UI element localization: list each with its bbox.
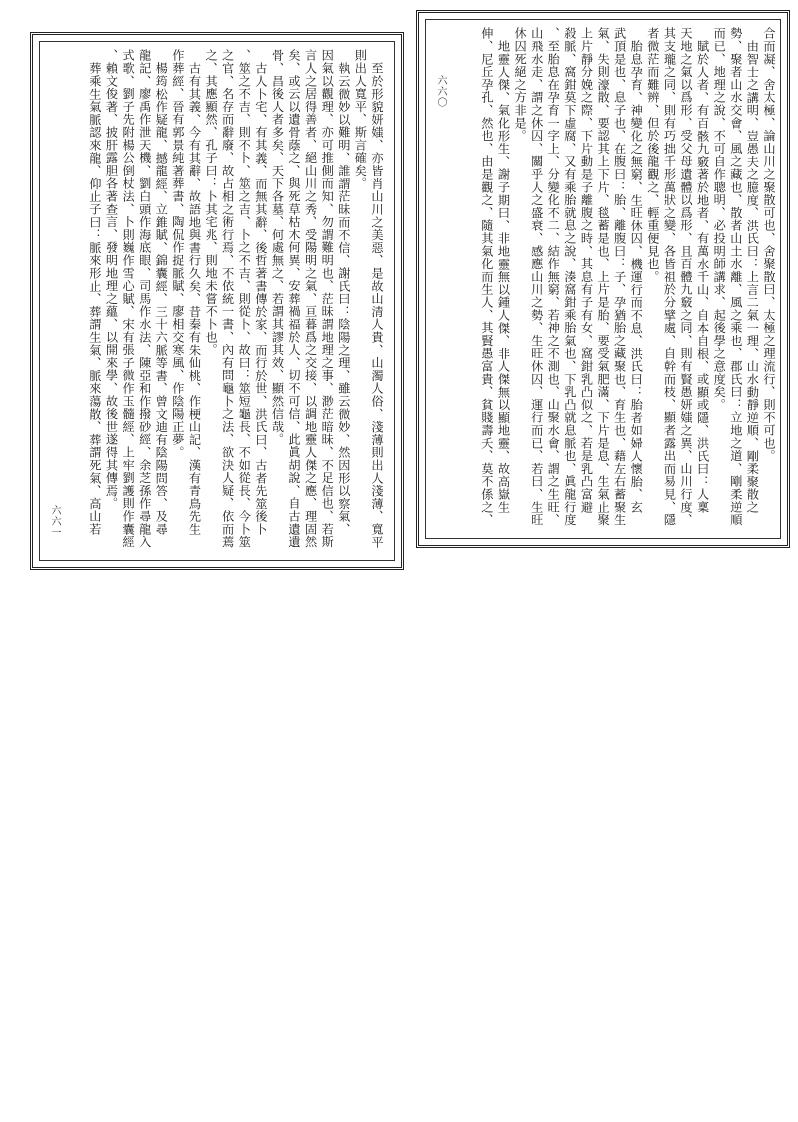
text-column: 天地之氣以爲形、受父母遺體以爲形、且百體九竅之同、則有賢愚妍媸之異、山川行度、 — [679, 27, 694, 527]
text-column: 葬乘生氣脈認來龍、仰止子曰：脈來形止、葬謂生氣、脈來蕩散、葬謂死氣、高山若 — [87, 61, 102, 536]
text-column: 言人之居得善者、絕山川之秀、受陽明之氣、亘暮爲之交接、以調地靈人傑之應、理固然 — [303, 49, 318, 549]
right-page-number: 六六〇 — [435, 75, 446, 108]
text-column: 矣、或云以遺骨蔭之、與死草枯木何異、安葬禍福於人、切不可信、此眞胡說、自古遺遺 — [287, 49, 302, 549]
text-column: 因氣以觀理、亦可推側而知、勿謂難明也、茫昧謂地理之事、渺茫暗昧、不足信也、若斯 — [320, 49, 335, 549]
text-column: 者微茫而難辨、但於後龍觀之、輕重便見也。 — [645, 27, 660, 283]
text-column: 骨、昌後人者多矣、天下各墓、何處無之、若謂其謬其效、顯然信哉。 — [270, 49, 285, 446]
text-column: 古有其義、今有其辭、故語地與書行久矣、昔秦有朱仙桃、作梗山記、漢有青鳥先生 — [187, 61, 202, 536]
text-column: 古人卜宅、有其義、而無其辭、後哲著書傳於家、而行於世、洪氏曰、古者先筮後卜 — [253, 61, 268, 536]
text-column: 則出人寬平、斯言確矣。 — [353, 49, 368, 190]
right-page-text — [457, 27, 777, 531]
text-column: 合而凝、舍太極、論山川之聚散可也、舍聚散曰、太極之理流行、則不可也。 — [762, 27, 776, 463]
text-column: 賦於人者、有百骸九竅著於地者、有萬水千山、自本自根、或顯或隱、洪氏曰：人稟 — [695, 39, 710, 514]
text-column: 其支瓏之同、則有巧拙千形萬狀之變、各皆祖於分擘處、自幹而枝、顯者露出而易見、隱 — [662, 27, 677, 527]
text-column: 執云微妙以難明、誰謂茫昧而不信、謝氏曰：陰陽之理、雖云微妙、然因形以察氣、 — [336, 61, 351, 536]
text-column: 地靈人傑、氣化形生、謝子期曰、非地靈無以鍾人傑、非人傑無以顯地靈、故高嶽生 — [496, 39, 511, 514]
text-column: 龍記、廖禹作泄天機、劉白頭作海底眼、司馬作水法、陳亞和作撥砂經、余芝孫作尋龍入 — [137, 49, 152, 549]
text-column: 而已、地理之說、不可自作聰明、必投明師講求、起後學之意度矣。 — [712, 27, 727, 411]
text-column: 伸、尼丘孕孔、然也、由是觀之、隨其氣化而生人、其賢愚富貴、貧賤壽夭、莫不係之、 — [479, 27, 494, 527]
text-column: 上片靜分娩之際、下片動是子離腹之時、其息有子有女、窩鉗乳凸似之、若是乳凸富避 — [579, 27, 594, 514]
text-column: 休囚死絕之方非是。 — [513, 27, 528, 143]
text-column: 氣、失則濠散、要認其上下片、毯蓄是也、上片是胎、要受氣肥滿、下片是息、生氣止聚 — [596, 27, 611, 527]
left-page-number: 六六一 — [49, 505, 60, 538]
left-page-text — [73, 49, 385, 553]
text-column: 之、其應顯然、孔子曰：卜其宅兆、則地未嘗不卜也。 — [204, 49, 219, 357]
text-column: 武頂是也、息子也、在腹曰：胎、離腹曰：子、孕猶胎之藏聚也、育生也、藉左右蓄聚生 — [612, 27, 627, 527]
text-column: 勢、聚者山水交會、風之藏也、散者山土水離、風之乘也、郡氏曰：立地之道、剛柔逆順 — [728, 27, 743, 527]
text-column: 、筮之不吉、則不卜、筮之吉、卜之不吉、則從卜、故曰：筮短龜長、不如從長、今卜筮 — [237, 49, 252, 549]
left-page — [30, 32, 404, 570]
right-page — [416, 10, 790, 548]
text-column: 胎息孕育、神變化之無窮、生旺休囚、機運行而不息、洪氏曰：胎者如婦人懷胎、玄 — [629, 39, 644, 514]
text-column: 作葬經、晉有郭景純著葬書、陶侃作捉脈賦、廖相交寒風、作陰陽正夢。 — [170, 49, 185, 459]
text-column: 、至胎息在孕育一字上、分變化不二、結作無窮、若神之不測也、山聚水會、謂之生旺、 — [546, 27, 561, 527]
text-column: 至於形貌妍媸、亦皆肖山川之美惡、是故山清人貴、山濁人俗、淺薄則出人淺薄、寬平 — [370, 61, 384, 548]
text-column: 、賴文俊著、披肝露胆各著查言、發明地理之蘊、以開來學、故後世遂得其傳焉。 — [104, 49, 119, 510]
text-column: 式歌、劉子先附楊公倒杖法、卜則巍作雪心賦、宋有張子微作玉髓經、上牢劉護則作囊經 — [121, 49, 136, 549]
text-column: 之官、名存而辭廢、故占相之術行焉、不依統一書、內有問龜卜之法、欲決人疑、依而蔫 — [220, 49, 235, 549]
text-column: 殺脈、窩鉗莫下虛腐、又有乘胎就息之說、湊窩鉗乘胎氣也、下乳凸就息脈也、眞龍行度 — [562, 27, 577, 527]
text-column: 楊筠松作疑龍、撼龍經、立錐賦、錦囊經、三十六脈等書、曾文迪有陰陽問答、及尋 — [154, 61, 169, 536]
text-column: 由智士之講明、豈愚夫之臆度、洪氏曰：上言二氣一理、山水動靜逆順、剛柔聚散之 — [745, 39, 760, 514]
text-column: 山飛水走、謂之休囚、關乎人之盛衰、感應山川之勢、生旺休囚、運行而已、若曰、生旺 — [529, 27, 544, 527]
